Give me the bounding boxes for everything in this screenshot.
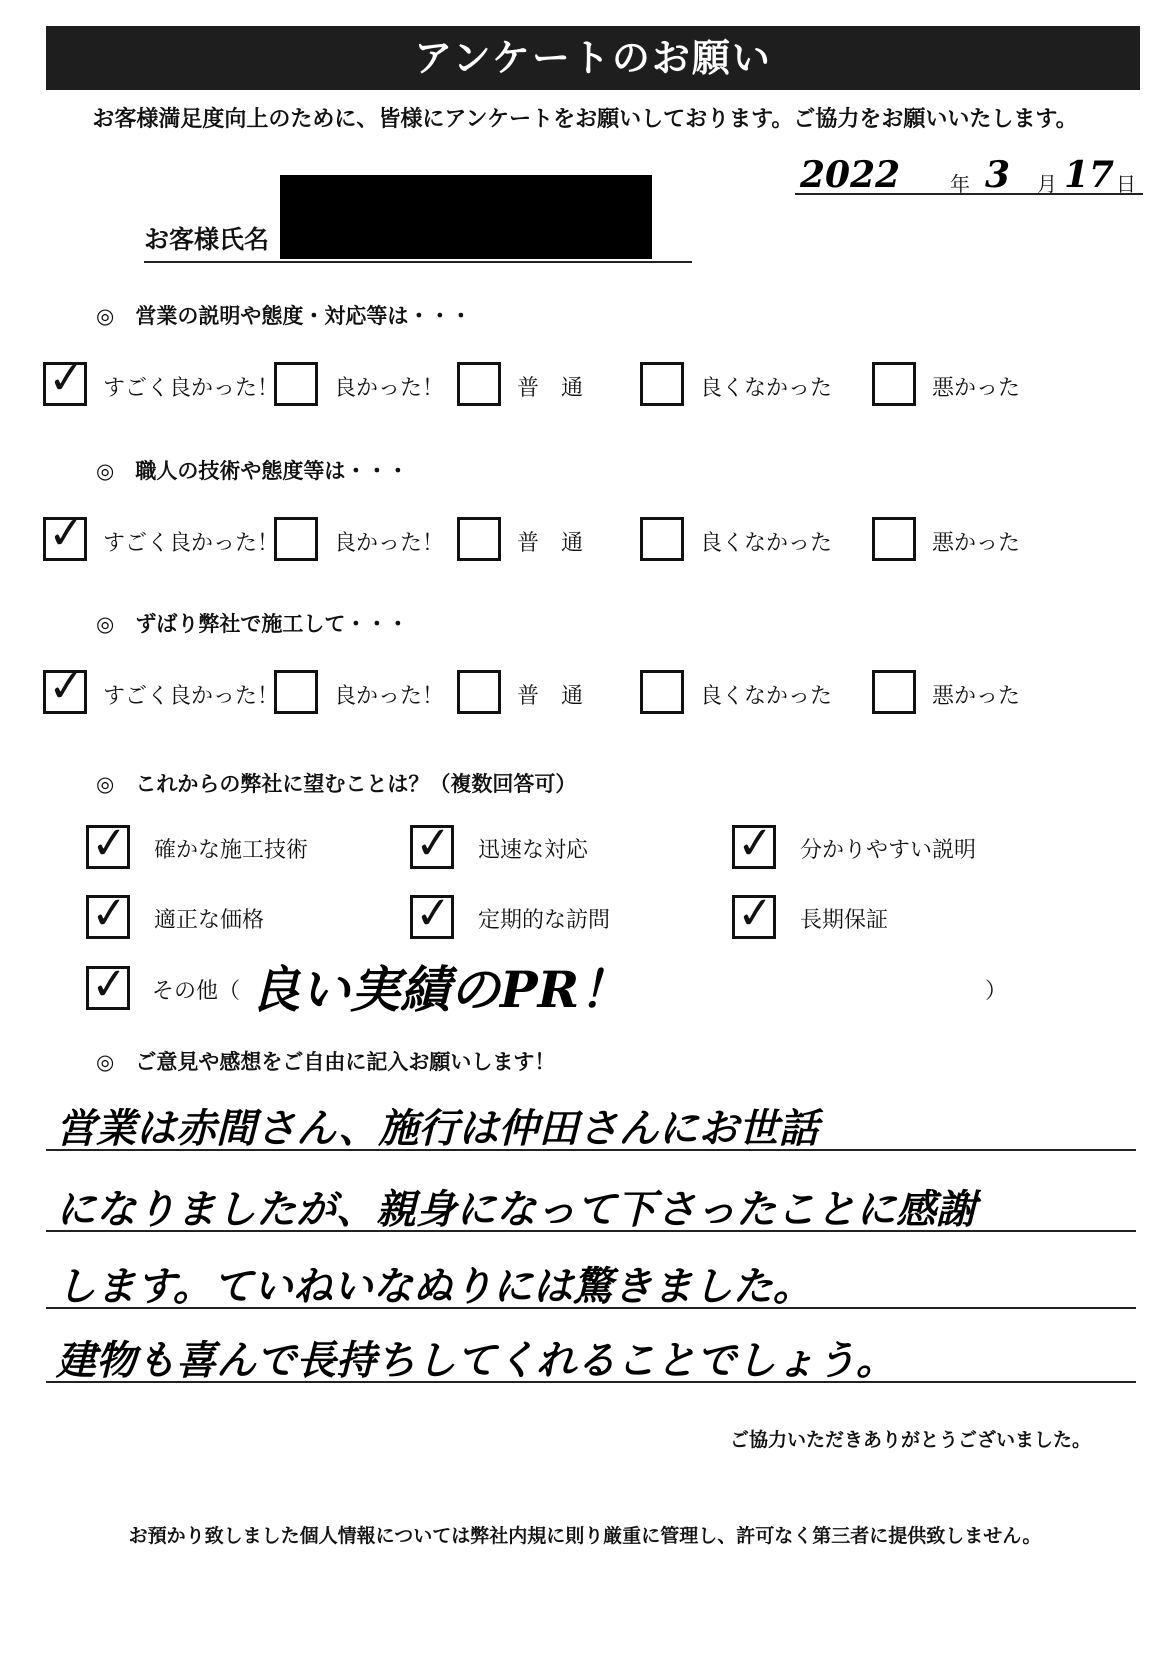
- date-year-unit: 年: [950, 172, 970, 196]
- wish-other-checkbox[interactable]: [86, 957, 130, 1012]
- page-title: アンケートのお願い: [46, 26, 1140, 90]
- rating-option-label: 悪かった: [932, 531, 1021, 556]
- rating-checkbox[interactable]: [640, 670, 684, 714]
- wish-checkbox[interactable]: [86, 886, 130, 941]
- check-mark-icon: ✓: [46, 351, 87, 406]
- comment-rule: [46, 1381, 1136, 1383]
- rating-option-label: 普 通: [517, 531, 584, 556]
- rating-option-label: 良くなかった: [700, 684, 833, 709]
- privacy-notice: お預かり致しました個人情報については弊社内規に則り厳重に管理し、許可なく第三者に提供致しません。: [128, 1525, 1042, 1547]
- rating-option-label: 良かった！: [334, 376, 445, 401]
- question-title: ◎ ずばり弊社で施工して・・・: [96, 612, 409, 636]
- wish-option-label: 迅速な対応: [478, 838, 589, 863]
- wish-option-label: 定期的な訪問: [478, 908, 611, 933]
- wish-other-label: その他（: [152, 979, 241, 1004]
- comment-line-text: 営業は赤間さん、施行は仲田さんにお世話: [56, 1105, 819, 1152]
- comment-line-text: 建物も喜んで長持ちしてくれることでしょう。: [56, 1337, 896, 1384]
- wish-checkbox[interactable]: [410, 816, 454, 871]
- wishes-title: ◎ これからの弊社に望むことは？（複数回答可）: [96, 772, 577, 796]
- check-mark-icon: ✓: [735, 816, 776, 871]
- rating-option-label: 普 通: [517, 684, 584, 709]
- rating-checkbox[interactable]: [872, 517, 916, 561]
- check-mark-icon: ✓: [46, 659, 87, 714]
- customer-name-label: お客様氏名: [144, 225, 270, 254]
- rating-option-label: すごく良かった！: [103, 684, 280, 709]
- comment-rule: [46, 1307, 1136, 1309]
- rating-option-label: 悪かった: [932, 684, 1021, 709]
- wish-option-label: 長期保証: [800, 908, 889, 933]
- customer-name-underline: [144, 261, 692, 263]
- wish-option-label: 分かりやすい説明: [800, 838, 977, 863]
- wish-other-close: ）: [985, 979, 1008, 1004]
- customer-name-redaction: [280, 175, 652, 259]
- rating-checkbox[interactable]: [872, 670, 916, 714]
- rating-checkbox[interactable]: [274, 670, 318, 714]
- comment-rule: [46, 1149, 1136, 1151]
- check-mark-icon: ✓: [735, 886, 776, 941]
- comment-line-text: します。ていねいなぬりには驚きました。: [56, 1263, 813, 1310]
- wish-checkbox[interactable]: [732, 816, 776, 871]
- comment-line-text: になりましたが、親身になって下さったことに感謝: [56, 1186, 976, 1233]
- check-mark-icon: ✓: [413, 886, 454, 941]
- wish-checkbox[interactable]: [410, 886, 454, 941]
- date-underline: [795, 193, 1143, 195]
- rating-checkbox[interactable]: [274, 362, 318, 406]
- rating-checkbox[interactable]: [457, 670, 501, 714]
- rating-option-label: 良かった！: [334, 684, 445, 709]
- wish-checkbox[interactable]: [732, 886, 776, 941]
- rating-option-label: 良くなかった: [700, 376, 833, 401]
- rating-checkbox[interactable]: [43, 351, 87, 406]
- rating-checkbox[interactable]: [274, 517, 318, 561]
- rating-checkbox[interactable]: [457, 362, 501, 406]
- intro-text: お客様満足度向上のために、皆様にアンケートをお願いしております。ご協力をお願いいたします。: [92, 107, 1078, 132]
- question-title: ◎ 営業の説明や態度・対応等は・・・: [96, 304, 472, 328]
- wish-checkbox[interactable]: [86, 816, 130, 871]
- rating-checkbox[interactable]: [640, 517, 684, 561]
- rating-option-label: すごく良かった！: [103, 531, 280, 556]
- check-mark-icon: ✓: [89, 957, 130, 1012]
- rating-option-label: 良くなかった: [700, 531, 833, 556]
- rating-option-label: すごく良かった！: [103, 376, 280, 401]
- thanks-text: ご協力いただきありがとうございました。: [730, 1429, 1092, 1451]
- rating-option-label: 普 通: [517, 376, 584, 401]
- wish-option-label: 適正な価格: [154, 908, 265, 933]
- date-month-unit: 月: [1037, 172, 1057, 196]
- question-title: ◎ 職人の技術や態度等は・・・: [96, 459, 409, 483]
- date-year: 2022: [800, 154, 901, 196]
- comment-rule: [46, 1230, 1136, 1232]
- rating-checkbox[interactable]: [872, 362, 916, 406]
- rating-option-label: 悪かった: [932, 376, 1021, 401]
- rating-checkbox[interactable]: [43, 506, 87, 561]
- comments-title: ◎ ご意見や感想をご自由に記入お願いします！: [96, 1050, 556, 1074]
- rating-checkbox[interactable]: [43, 659, 87, 714]
- rating-option-label: 良かった！: [334, 531, 445, 556]
- date-day: 17: [1064, 154, 1115, 196]
- check-mark-icon: ✓: [89, 816, 130, 871]
- check-mark-icon: ✓: [413, 816, 454, 871]
- rating-checkbox[interactable]: [640, 362, 684, 406]
- check-mark-icon: ✓: [46, 506, 87, 561]
- wish-option-label: 確かな施工技術: [154, 838, 309, 863]
- wish-other-text: 良い実績のPR！: [250, 960, 630, 1019]
- rating-checkbox[interactable]: [457, 517, 501, 561]
- check-mark-icon: ✓: [89, 886, 130, 941]
- date-day-unit: 日: [1116, 172, 1136, 196]
- date-month: 3: [985, 154, 1011, 196]
